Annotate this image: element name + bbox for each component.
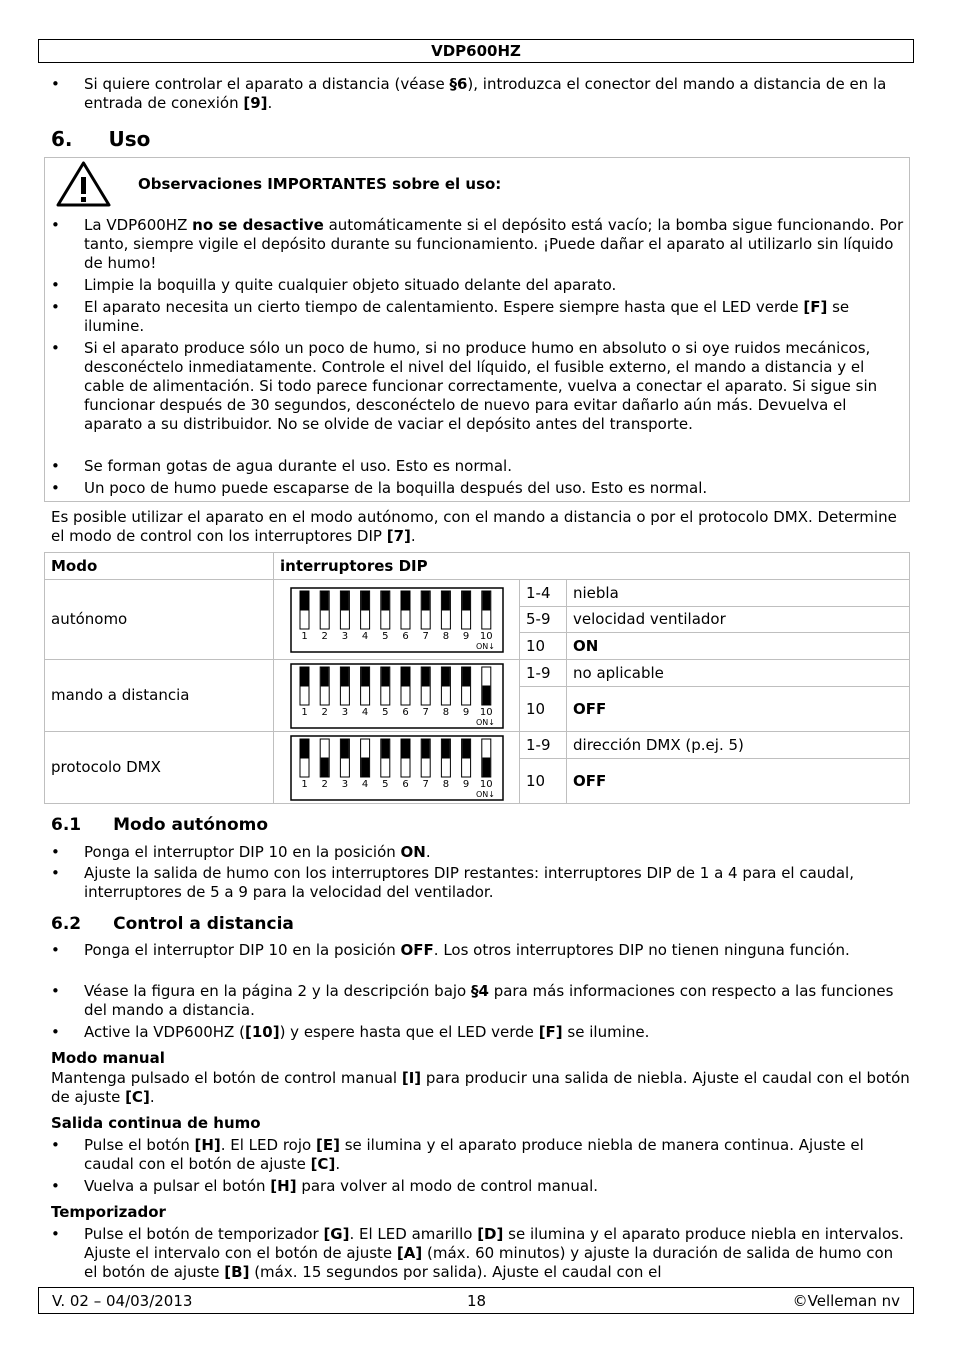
- dip-function-cell: OFF: [567, 759, 910, 804]
- dip-range-cell: 10: [520, 687, 567, 732]
- dip-number: 5: [381, 778, 388, 790]
- dip-number: 2: [321, 778, 328, 790]
- dip-number: 8: [442, 630, 449, 642]
- dip-switch-4: [360, 667, 369, 718]
- header-title: VDP600HZ: [431, 42, 521, 60]
- page-footer: [38, 1287, 914, 1314]
- dip-function-cell: ON: [567, 633, 910, 660]
- dip-switch-3: [340, 739, 349, 790]
- bullet: •: [51, 1225, 60, 1243]
- bullet: •: [51, 982, 60, 1000]
- table-row: [45, 732, 910, 759]
- intro-text: Si quiere controlar el aparato a distancia (véase §6), introduzca el conector del mando a distancia de en la entrada de conexión [9].: [84, 75, 887, 112]
- dip-switch-1: [300, 739, 309, 790]
- list-item: Active la VDP600HZ ([10]) y espere hasta que el LED verde [F] se ilumine.: [84, 1023, 650, 1041]
- dip-switch-1: [300, 667, 309, 718]
- dip-switch-10: [479, 739, 492, 790]
- warning-item: Se forman gotas de agua durante el uso. Esto es normal.: [84, 457, 512, 475]
- section-title: Uso: [108, 127, 151, 151]
- dip-number: 3: [341, 630, 348, 642]
- dip-function-cell: no aplicable: [567, 660, 910, 687]
- dip-number: 9: [462, 778, 469, 790]
- bullet: •: [51, 216, 60, 234]
- dip-switch-3: [340, 667, 349, 718]
- dip-number: 6: [401, 706, 409, 718]
- modes-intro: Es posible utilizar el aparato en el modo autónomo, con el mando a distancia o por el protocolo DMX. Determine el modo de control con los interruptores DIP [7].: [51, 508, 897, 545]
- dip-number: 2: [321, 706, 328, 718]
- bullet: •: [51, 479, 60, 497]
- dip-on-label: ON↓: [475, 717, 495, 727]
- dip-switch-6: [401, 667, 410, 718]
- dip-on-label: ON↓: [475, 789, 495, 799]
- dip-switch-8: [441, 739, 450, 790]
- dip-number: 10: [479, 706, 493, 718]
- bullet: •: [51, 339, 60, 357]
- dip-switch-6: [401, 739, 410, 790]
- dip-switch-8: [441, 591, 450, 642]
- dip-range-cell: 5-9: [520, 607, 567, 633]
- section-title: Control a distancia: [113, 914, 294, 934]
- dip-number: 8: [442, 706, 449, 718]
- dip-range-cell: 10: [520, 633, 567, 660]
- dip-number: 10: [479, 630, 493, 642]
- list-item: Vuelva a pulsar el botón [H] para volver al modo de control manual.: [84, 1177, 599, 1195]
- dip-number: 7: [422, 778, 429, 790]
- warning-triangle-icon: [55, 160, 112, 208]
- bullet: •: [51, 843, 60, 861]
- manual-text: Mantenga pulsado el botón de control manual [I] para producir una salida de niebla. Ajuste el caudal con el botón de ajuste [C].: [51, 1069, 910, 1106]
- dip-number: 9: [462, 706, 469, 718]
- section-6-heading: [51, 127, 150, 151]
- dip-function-cell: niebla: [567, 580, 910, 607]
- bullet: •: [51, 941, 60, 959]
- dip-range-cell: 1-4: [520, 580, 567, 607]
- dip-switch-7: [421, 591, 430, 642]
- dip-switch-diagram: [290, 663, 504, 729]
- dip-switch-10: [479, 667, 492, 718]
- dip-switch-diagram: [290, 735, 504, 801]
- warning-title: Observaciones IMPORTANTES sobre el uso:: [138, 175, 502, 193]
- list-item: Ajuste la salida de humo con los interruptores DIP restantes: interruptores DIP de 1 a 4 para el caudal, interruptores de 5 a 9 para la velocidad del ventilador.: [84, 864, 854, 901]
- bullet: •: [51, 1023, 60, 1041]
- dip-switch-2: [320, 667, 329, 718]
- dip-number: 2: [321, 630, 328, 642]
- dip-switch-2: [320, 739, 329, 790]
- dip-switch-5: [380, 591, 389, 642]
- manual-title: Modo manual: [51, 1049, 165, 1067]
- section-title: Modo autónomo: [113, 815, 269, 835]
- continuous-title: Salida continua de humo: [51, 1114, 261, 1132]
- dip-switch-4: [360, 739, 369, 790]
- dip-cell: [274, 580, 520, 660]
- dip-number: 10: [479, 778, 493, 790]
- section-number: 6.: [51, 127, 73, 151]
- list-item: Ponga el interruptor DIP 10 en la posición ON.: [84, 843, 431, 861]
- dip-number: 7: [422, 630, 429, 642]
- dip-range-cell: 1-9: [520, 732, 567, 759]
- dip-cell: [274, 660, 520, 732]
- table-row: [45, 660, 910, 687]
- col-header-dip: interruptores DIP: [274, 553, 910, 580]
- dip-number: 1: [300, 630, 308, 642]
- dip-number: 7: [422, 706, 429, 718]
- bullet: •: [51, 864, 60, 882]
- dip-number: 3: [341, 706, 348, 718]
- dip-number: 1: [300, 778, 308, 790]
- dip-switch-diagram: [290, 587, 504, 653]
- col-header-mode: Modo: [45, 553, 274, 580]
- footer-page-number: 18: [467, 1292, 487, 1310]
- dip-switch-7: [421, 739, 430, 790]
- dip-number: 5: [381, 706, 388, 718]
- dip-number: 4: [361, 630, 368, 642]
- warning-item: Limpie la boquilla y quite cualquier objeto situado delante del aparato.: [84, 276, 617, 294]
- warning-item: Un poco de humo puede escaparse de la boquilla después del uso. Esto es normal.: [84, 479, 708, 497]
- dip-switch-6: [401, 591, 410, 642]
- dip-number: 9: [462, 630, 469, 642]
- dip-function-cell: OFF: [567, 687, 910, 732]
- dip-number: 6: [401, 630, 409, 642]
- dip-switch-8: [441, 667, 450, 718]
- section-number: 6.2: [51, 914, 82, 934]
- dip-function-cell: velocidad ventilador: [567, 607, 910, 633]
- list-item: Pulse el botón de temporizador [G]. El LED amarillo [D] se ilumina y el aparato produce niebla en intervalos. Ajuste el intervalo con el botón de ajuste [A] (máx. 60 minutos) y ajuste la duración de salida de humo con el botón de ajuste [B] (máx. 15 segundos por salida). Ajuste el caudal con el: [84, 1225, 904, 1281]
- dip-range-cell: 10: [520, 759, 567, 804]
- warning-item: El aparato necesita un cierto tiempo de calentamiento. Espere siempre hasta que el LED verde [F] se ilumine.: [84, 298, 850, 335]
- timer-title: Temporizador: [51, 1203, 166, 1221]
- dip-cell: [274, 732, 520, 804]
- mode-cell: protocolo DMX: [45, 732, 274, 804]
- mode-cell: mando a distancia: [45, 660, 274, 732]
- list-item: Ponga el interruptor DIP 10 en la posición OFF. Los otros interruptores DIP no tienen ninguna función.: [84, 941, 850, 959]
- section-number: 6.1: [51, 815, 82, 835]
- page-header: [38, 39, 914, 63]
- dip-switch-9: [461, 667, 470, 718]
- section-6-2-heading: [51, 913, 294, 935]
- dip-number: 8: [442, 778, 449, 790]
- list-item: Pulse el botón [H]. El LED rojo [E] se ilumina y el aparato produce niebla de manera continua. Ajuste el caudal con el botón de ajuste [C].: [84, 1136, 864, 1173]
- dip-number: 5: [381, 630, 388, 642]
- warning-item: Si el aparato produce sólo un poco de humo, si no produce humo en absoluto o si oye ruidos mecánicos, desconéctelo inmediatamente. Controle el nivel del líquido, el fusible externo, el mando a distancia y el cable de alimentación. Si todo parece funcionar correctamente, vuelva a conectar el aparato. Si sigue sin funcionar después de 30 segundos, desconéctelo de nuevo para evitar dañarlo aún más. Devuelva el aparato a su distribuidor. No se olvide de vaciar el depósito antes del transporte.: [84, 339, 878, 433]
- table-row: [45, 580, 910, 607]
- mode-cell: autónomo: [45, 580, 274, 660]
- dip-switch-5: [380, 739, 389, 790]
- bullet: •: [51, 276, 60, 294]
- section-6-1-heading: [51, 814, 268, 836]
- dip-switch-4: [360, 591, 369, 642]
- bullet: •: [51, 1177, 60, 1195]
- bullet: •: [51, 75, 60, 93]
- dip-number: 6: [401, 778, 409, 790]
- dip-number: 4: [361, 706, 368, 718]
- dip-function-cell: dirección DMX (p.ej. 5): [567, 732, 910, 759]
- dip-on-label: ON↓: [475, 641, 495, 651]
- dip-switch-10: [479, 591, 492, 642]
- bullet: •: [51, 1136, 60, 1154]
- dip-switch-3: [340, 591, 349, 642]
- dip-switch-2: [320, 591, 329, 642]
- modes-table: [44, 552, 910, 804]
- dip-range-cell: 1-9: [520, 660, 567, 687]
- dip-switch-9: [461, 591, 470, 642]
- warning-item: La VDP600HZ no se desactive automáticamente si el depósito está vacío; la bomba sigue funcionando. Por tanto, siempre vigile el depósito durante su funcionamiento. ¡Puede dañar el aparato al utilizarlo sin líquido de humo!: [84, 216, 904, 272]
- dip-number: 3: [341, 778, 348, 790]
- dip-switch-1: [300, 591, 309, 642]
- dip-number: 1: [300, 706, 308, 718]
- dip-switch-9: [461, 739, 470, 790]
- dip-switch-7: [421, 667, 430, 718]
- bullet: •: [51, 298, 60, 316]
- list-item: Véase la figura en la página 2 y la descripción bajo §4 para más informaciones con respecto a las funciones del mando a distancia.: [84, 982, 894, 1019]
- bullet: •: [51, 457, 60, 475]
- dip-number: 4: [361, 778, 368, 790]
- footer-copyright: ©Velleman nv: [792, 1292, 900, 1310]
- footer-version: V. 02 – 04/03/2013: [52, 1292, 193, 1310]
- dip-switch-5: [380, 667, 389, 718]
